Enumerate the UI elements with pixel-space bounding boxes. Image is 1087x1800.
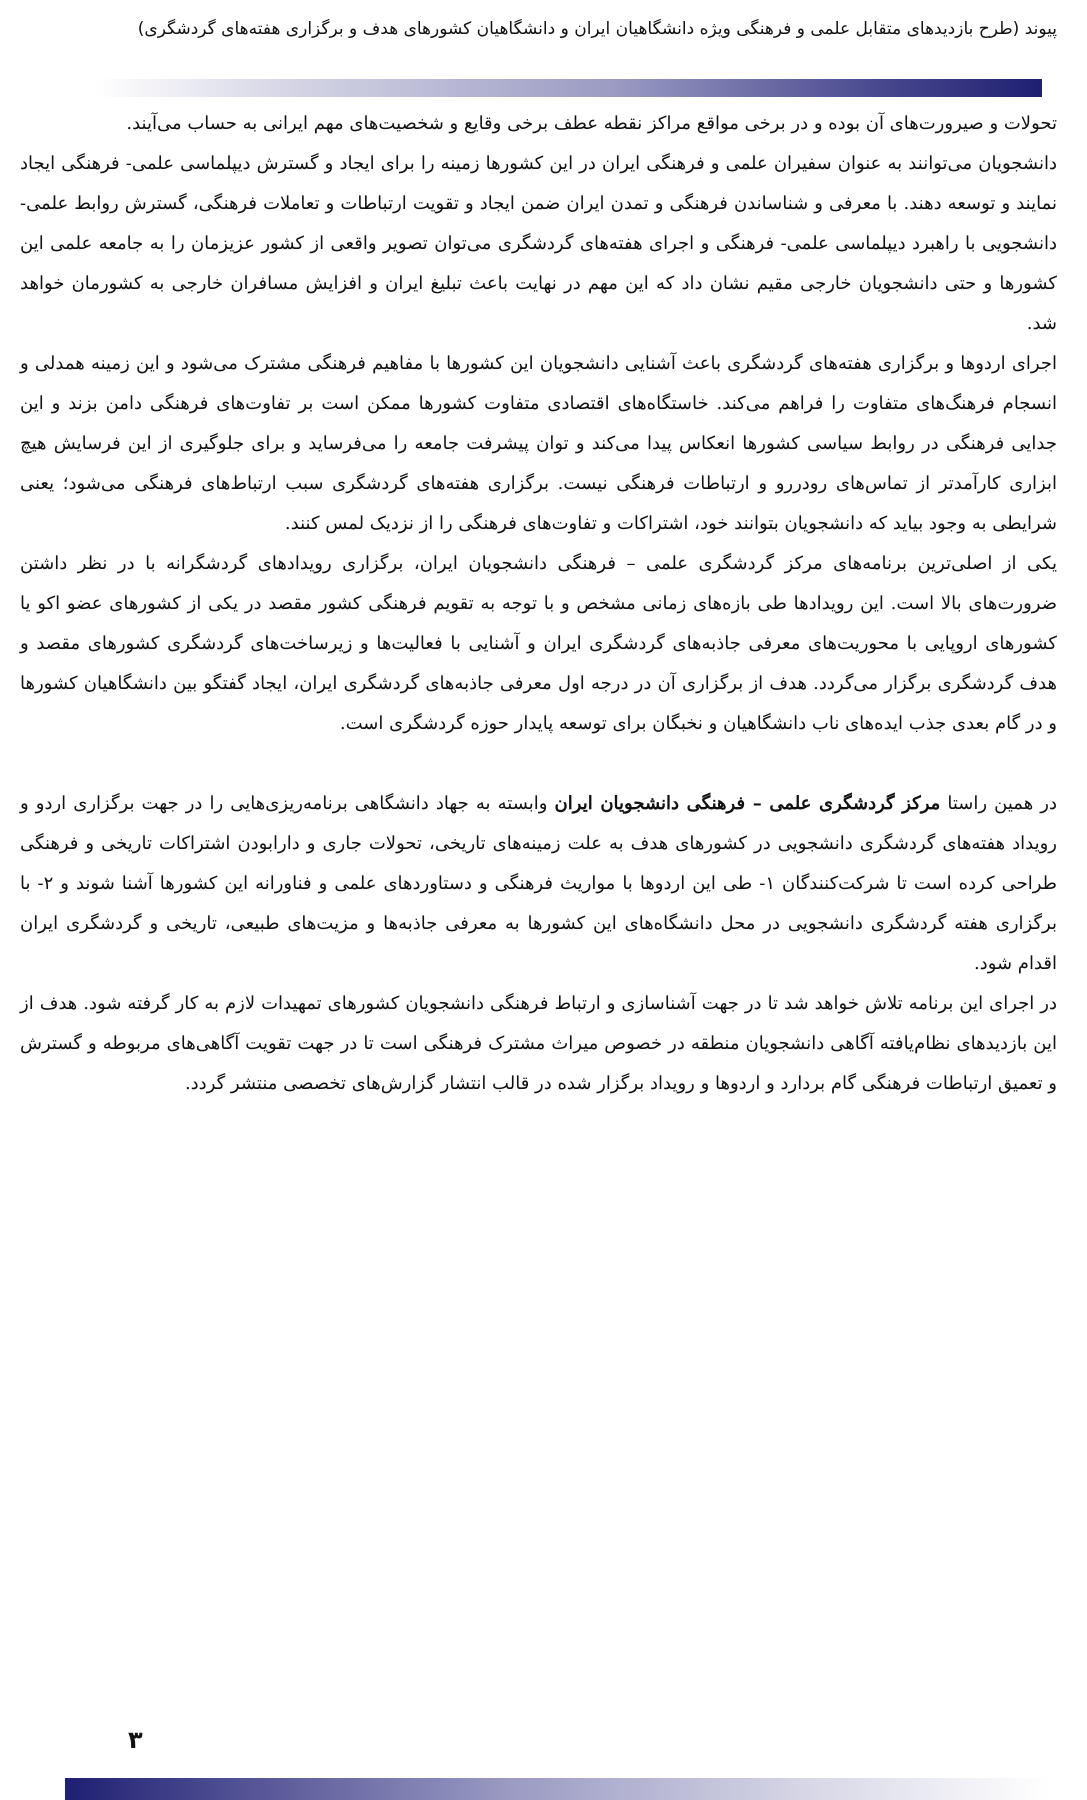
center-name-bold: مرکز گردشگری علمی – فرهنگی دانشجویان ایران: [554, 793, 941, 814]
running-header: پیوند (طرح بازدیدهای متقابل علمی و فرهنگی ویژه دانشگاهیان ایران و دانشگاهیان کشورهای هدف و برگزاری هفته‌های گردشگری): [137, 19, 1057, 39]
paragraph-5-intro: در همین راستا: [940, 793, 1057, 814]
paragraph-6: در اجرای این برنامه تلاش خواهد شد تا در جهت آشناسازی و ارتباط فرهنگی دانشجویان کشورهای تمهیدات لازم به کار گرفته شود. هدف از این بازدیدهای نظام‌یافته آگاهی دانشجویان منطقه در خصوص میراث مشترک فرهنگی است تا در جهت تقویت آگاهی‌های مربوطه و گسترش و تعمیق ارتباطات فرهنگی گام بردارد و اردوها و رویداد برگزار شده در قالب انتشار گزارش‌های تخصصی منتشر گردد.: [20, 993, 1057, 1094]
paragraph-3: اجرای اردوها و برگزاری هفته‌های گردشگری باعث آشنایی دانشجویان این کشورها با مفاهیم فرهنگی مشترک می‌شود و این زمینه همدلی و انسجام فرهنگ‌های متفاوت را فراهم می‌کند. خاستگاه‌های اقتصادی متفاوت کشورها ممکن است بر تفاوت‌های فرهنگی دامن بزند و این جدایی فرهنگی در روابط سیاسی کشورها انعکاس پیدا می‌کند و توان پیشرفت جامعه را می‌فرساید و برای جلوگیری از این فرسایش هیچ ابزاری کارآمدتر از تماس‌های رودررو و ارتباطات فرهنگی نیست. برگزاری هفته‌های گردشگری سبب ارتباط‌های فرهنگی می‌شود؛ یعنی شرایطی به وجود بیاید که دانشجویان بتوانند خود، اشتراکات و تفاوت‌های فرهنگی را از نزدیک لمس کنند.: [20, 353, 1057, 534]
paragraph-5-text: وابسته به جهاد دانشگاهی برنامه‌ریزی‌هایی را در جهت برگزاری اردو و رویداد هفته‌های گردشگری دانشجویی در کشورهای هدف به علت زمینه‌های تاریخی، تحولات جاری و دارابودن اشتراکات تاریخی و فرهنگی طراحی کرده است تا شرکت‌کنندگان ۱- طی این اردوها با مواریث فرهنگی و دستاوردهای علمی و فناورانه این کشورها آشنا شوند و ۲- با برگزاری هفته گردشگری دانشجویی در محل دانشگاه‌های این کشورها به معرفی جاذبه‌ها و مزیت‌های طبیعی، تاریخی و گردشگری ایران اقدام شود.: [20, 793, 1057, 974]
page-number: ۳: [128, 1726, 143, 1754]
paragraph-4: یکی از اصلی‌ترین برنامه‌های مرکز گردشگری علمی – فرهنگی دانشجویان ایران، برگزاری رویدادهای گردشگرانه با در نظر داشتن ضرورت‌های بالا است. این رویدادها طی بازه‌های زمانی مشخص و با توجه به تقویم فرهنگی کشور مقصد در یکی از کشورهای عضو اکو یا کشورهای اروپایی با محوریت‌های معرفی جاذبه‌های گردشگری ایران و آشنایی با فعالیت‌ها و زیرساخت‌های گردشگری کشورهای مقصد و هدف گردشگری برگزار می‌گردد. هدف از برگزاری آن در درجه اول معرفی جاذبه‌های گردشگری ایران، ایجاد گفتگو بین دانشگاهیان کشورها و در گام بعدی جذب ایده‌های ناب دانشگاهیان و نخبگان برای توسعه پایدار حوزه گردشگری است.: [20, 553, 1057, 734]
header-gradient-bar: [95, 79, 1042, 97]
paragraph-1: تحولات و صیرورت‌های آن بوده و در برخی مواقع مراکز نقطه عطف برخی وقایع و شخصیت‌های مهم ایرانی به حساب می‌آیند.: [126, 113, 1057, 134]
footer-gradient-bar: [65, 1778, 1050, 1800]
paragraph-5: [20, 784, 1057, 984]
paragraph-2: دانشجویان می‌توانند به عنوان سفیران علمی و فرهنگی ایران در این کشورها زمینه را برای ایجاد و گسترش دیپلماسی علمی- فرهنگی ایجاد نمایند و توسعه دهند. با معرفی و شناساندن فرهنگی و تمدن ایران ضمن ایجاد و تقویت ارتباطات و تعاملات فرهنگی، گسترش روابط علمی- دانشجویی با راهبرد دیپلماسی علمی- فرهنگی و اجرای هفته‌های گردشگری می‌توان تصویر واقعی از کشور عزیزمان را به جامعه علمی این کشورها و حتی دانشجویان خارجی مقیم نشان داد که این مهم در نهایت باعث تبلیغ ایران و افزایش مسافران خارجی به کشورمان خواهد شد.: [20, 153, 1057, 334]
document-body: [20, 104, 1057, 1104]
